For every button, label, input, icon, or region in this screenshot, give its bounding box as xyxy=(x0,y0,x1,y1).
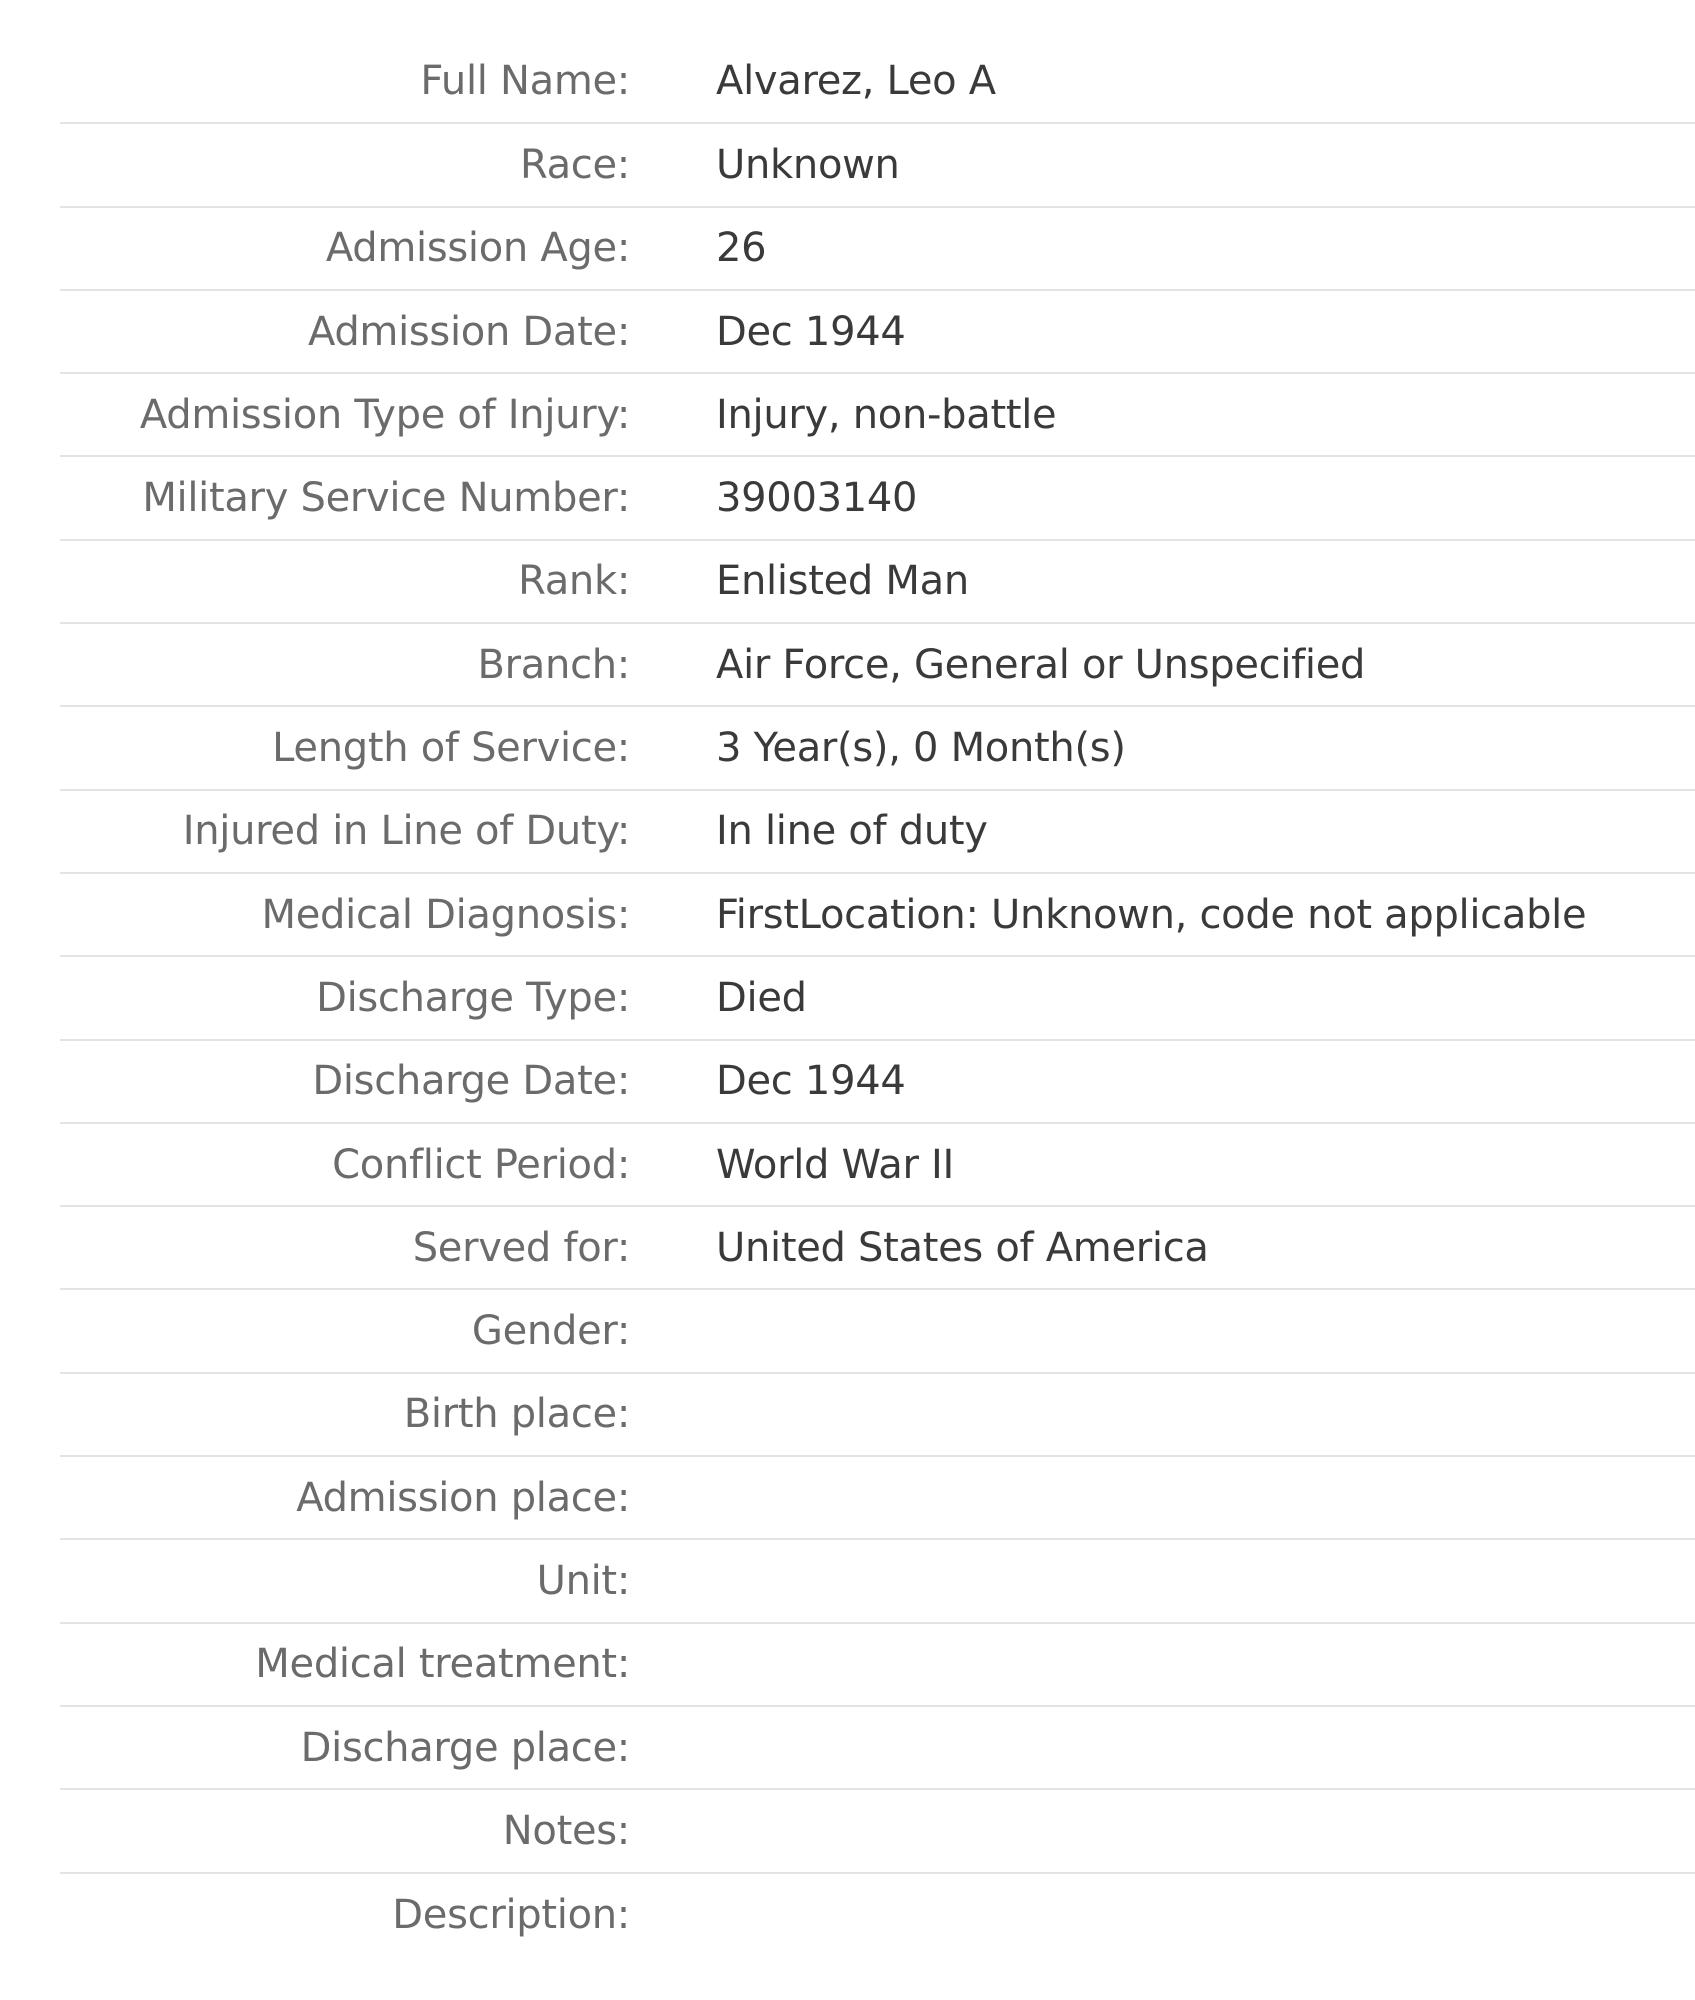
field-value xyxy=(630,1706,1695,1789)
record-row-admission-type-of-injury xyxy=(60,373,1695,456)
field-label: Military Service Number: xyxy=(142,475,630,522)
field-value xyxy=(630,1873,1695,1956)
record-row-birth-place xyxy=(60,1373,1695,1456)
field-value: 3 Year(s), 0 Month(s) xyxy=(716,725,1126,772)
field-value: FirstLocation: Unknown, code not applicable xyxy=(716,891,1587,938)
field-label: Branch: xyxy=(477,641,630,688)
field-value xyxy=(630,1289,1695,1372)
record-row-discharge-date xyxy=(60,1040,1695,1123)
record-details-body xyxy=(60,40,1695,1956)
record-row-injured-in-line-of-duty xyxy=(60,790,1695,873)
field-label: Notes: xyxy=(502,1807,630,1854)
record-row-military-service-number xyxy=(60,456,1695,539)
field-label: Admission Type of Injury: xyxy=(139,391,630,438)
field-value xyxy=(630,1456,1695,1539)
field-value: Air Force, General or Unspecified xyxy=(716,641,1366,688)
field-value: Died xyxy=(716,974,807,1021)
record-details-table xyxy=(60,40,1695,1956)
field-value: 26 xyxy=(716,225,767,272)
field-label: Medical Diagnosis: xyxy=(261,891,630,938)
field-label: Full Name: xyxy=(420,58,630,105)
record-row-admission-date xyxy=(60,290,1695,373)
record-row-gender xyxy=(60,1289,1695,1372)
field-label: Admission Age: xyxy=(325,225,630,272)
record-row-medical-diagnosis xyxy=(60,873,1695,956)
field-value: Dec 1944 xyxy=(716,308,906,355)
record-row-full-name xyxy=(60,40,1695,123)
record-row-served-for xyxy=(60,1206,1695,1289)
field-label: Gender: xyxy=(471,1308,630,1355)
field-label: Description: xyxy=(392,1891,630,1938)
record-row-rank xyxy=(60,540,1695,623)
field-value xyxy=(630,1623,1695,1706)
record-row-medical-treatment xyxy=(60,1623,1695,1706)
field-value: United States of America xyxy=(716,1224,1209,1271)
field-label: Discharge place: xyxy=(300,1724,630,1771)
field-value: Dec 1944 xyxy=(716,1058,906,1105)
field-label: Unit: xyxy=(536,1557,630,1604)
record-row-notes xyxy=(60,1789,1695,1872)
field-value: World War II xyxy=(716,1141,955,1188)
record-row-discharge-place xyxy=(60,1706,1695,1789)
field-value: Enlisted Man xyxy=(716,558,969,605)
field-value: Alvarez, Leo A xyxy=(716,58,996,105)
record-row-admission-place xyxy=(60,1456,1695,1539)
field-label: Birth place: xyxy=(403,1391,630,1438)
field-label: Rank: xyxy=(518,558,630,605)
record-row-description xyxy=(60,1873,1695,1956)
record-row-length-of-service xyxy=(60,706,1695,789)
field-label: Race: xyxy=(519,141,630,188)
record-row-discharge-type xyxy=(60,956,1695,1039)
record-row-conflict-period xyxy=(60,1123,1695,1206)
field-label: Admission Date: xyxy=(307,308,630,355)
field-label: Medical treatment: xyxy=(255,1641,630,1688)
field-label: Injured in Line of Duty: xyxy=(182,808,630,855)
record-row-branch xyxy=(60,623,1695,706)
record-row-race xyxy=(60,123,1695,206)
record-row-admission-age xyxy=(60,207,1695,290)
field-label: Served for: xyxy=(412,1224,630,1271)
field-value xyxy=(630,1789,1695,1872)
field-value xyxy=(630,1539,1695,1622)
field-value: 39003140 xyxy=(716,475,918,522)
record-row-unit xyxy=(60,1539,1695,1622)
field-label: Discharge Date: xyxy=(312,1058,630,1105)
field-label: Conflict Period: xyxy=(332,1141,630,1188)
field-value xyxy=(630,1373,1695,1456)
field-value: Injury, non-battle xyxy=(716,391,1057,438)
field-label: Length of Service: xyxy=(272,725,630,772)
field-label: Discharge Type: xyxy=(316,974,630,1021)
field-value: In line of duty xyxy=(716,808,988,855)
field-value: Unknown xyxy=(716,141,900,188)
field-label: Admission place: xyxy=(296,1474,630,1521)
